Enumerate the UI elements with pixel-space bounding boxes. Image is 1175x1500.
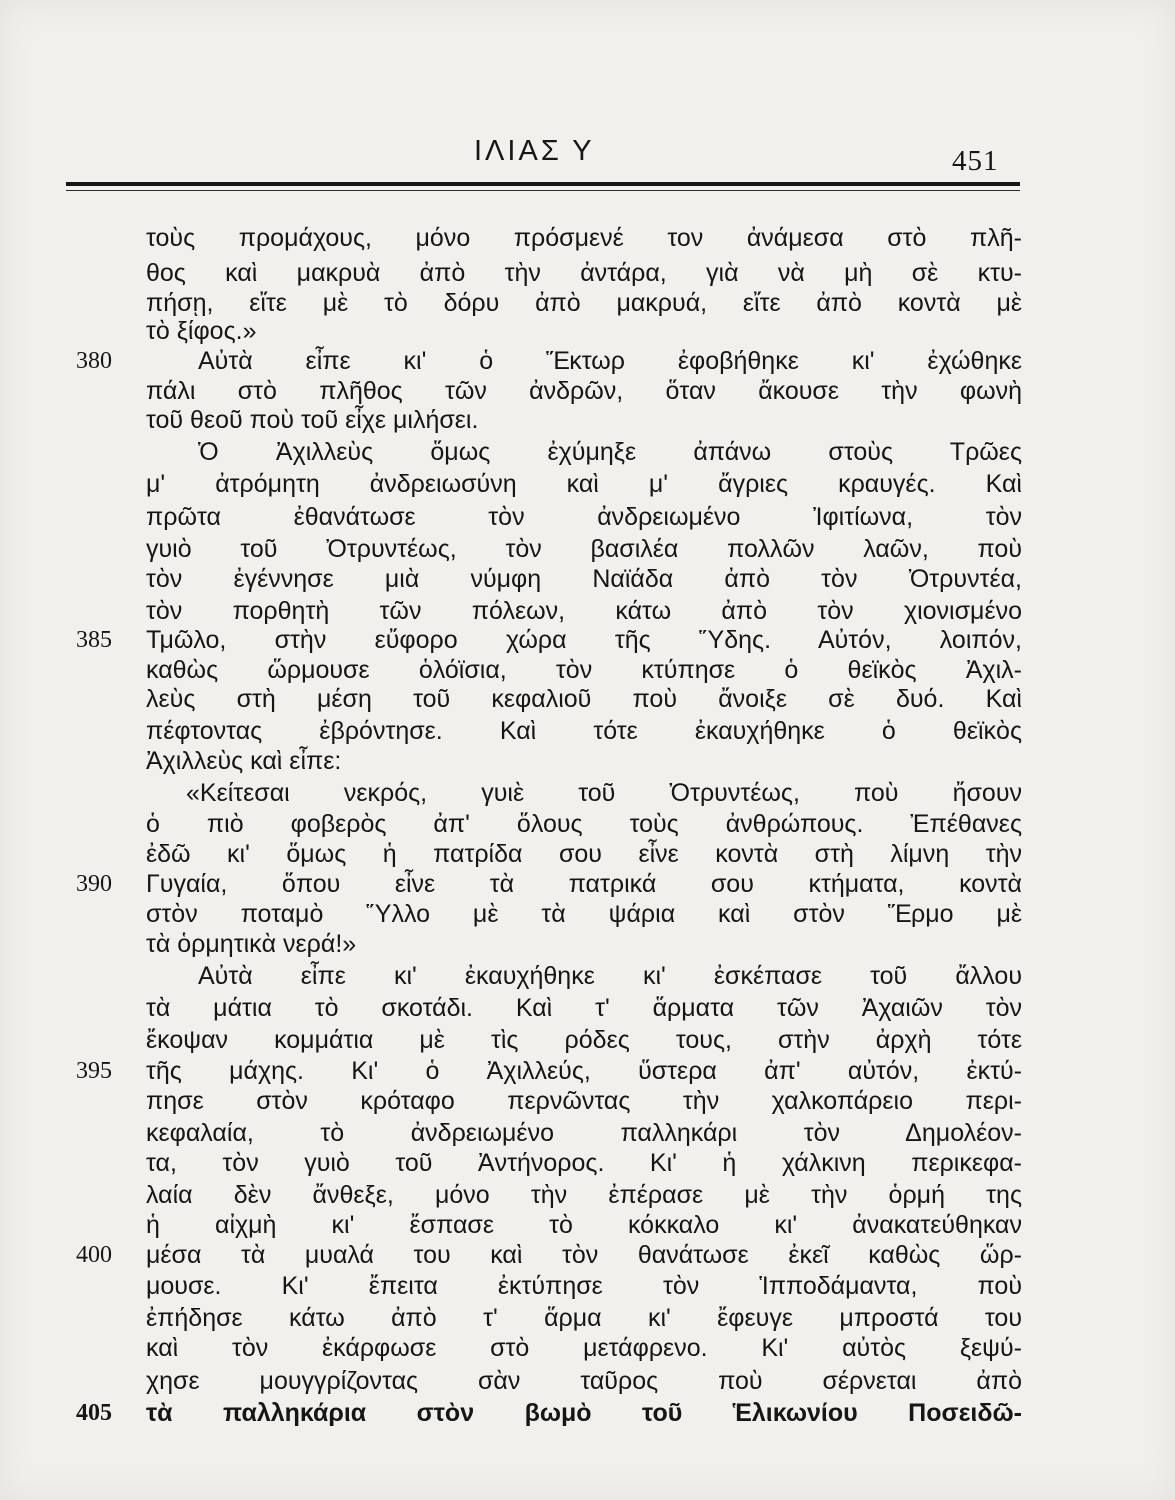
text-line: πησε στὸν κρόταφο περνῶντας τὴν χαλκοπάρειο περι-	[146, 1087, 1022, 1115]
text-line: ἐδῶ κι' ὅμως ἡ πατρίδα σου εἶνε κοντὰ στὴ λίμνη τὴν	[146, 840, 1022, 868]
line-number: 380	[76, 348, 112, 374]
line-number: 395	[76, 1058, 112, 1084]
text-line: ἔκοψαν κομμάτια μὲ τὶς ρόδες τους, στὴν ἀρχὴ τότε	[146, 1026, 1022, 1054]
text-line: τοῦ θεοῦ ποὺ τοῦ εἶχε μιλήσει.	[146, 406, 479, 434]
text-line: μέσα τὰ μυαλά του καὶ τὸν θανάτωσε ἐκεῖ καθὼς ὥρ-	[146, 1241, 1022, 1269]
text-line: πρῶτα ἐθανάτωσε τὸν ἀνδρειωμένο Ἰφιτίωνα, τὸν	[146, 503, 1022, 531]
text-line: «Κείτεσαι νεκρός, γυιὲ τοῦ Ὀτρυντέως, ποὺ ἤσουν	[186, 779, 1022, 807]
text-line: κεφαλαία, τὸ ἀνδρειωμένο παλληκάρι τὸν Δημολέον-	[146, 1119, 1022, 1147]
text-line: πήσῃ, εἴτε μὲ τὸ δόρυ ἀπὸ μακρυά, εἴτε ἀπὸ κοντὰ μὲ	[146, 289, 1022, 317]
text-line: τὸ ξίφος.»	[146, 317, 257, 345]
text-line: θος καὶ μακρυὰ ἀπὸ τὴν ἀντάρα, γιὰ νὰ μὴ σὲ κτυ-	[146, 259, 1022, 287]
line-number: 385	[76, 627, 112, 653]
text-line: μ' ἀτρόμητη ἀνδρειωσύνη καὶ μ' ἄγριες κραυγές. Καὶ	[146, 470, 1022, 498]
text-line: Αὐτὰ εἶπε κι' ἐκαυχήθηκε κι' ἐσκέπασε τοῦ ἄλλου	[198, 962, 1022, 990]
text-line: λαία δὲν ἄνθεξε, μόνο τὴν ἐπέρασε μὲ τὴν ὁρμή της	[146, 1181, 1022, 1209]
text-line: ἐπήδησε κάτω ἀπὸ τ' ἅρμα κι' ἔφευγε μπροστά του	[146, 1304, 1022, 1332]
line-number: 405	[76, 1400, 112, 1426]
text-line: στὸν ποταμὸ Ὕλλο μὲ τὰ ψάρια καὶ στὸν Ἕρμο μὲ	[146, 900, 1022, 928]
text-line: πάλι στὸ πλῆθος τῶν ἀνδρῶν, ὅταν ἄκουσε τὴν φωνὴ	[146, 377, 1022, 405]
text-line: τὰ παλληκάρια στὸν βωμὸ τοῦ Ἑλικωνίου Ποσειδῶ-	[146, 1399, 1022, 1427]
text-line: τα, τὸν γυιὸ τοῦ Ἀντήνορος. Κι' ἡ χάλκινη περικεφα-	[146, 1149, 1022, 1177]
text-line: ὁ πιὸ φοβερὸς ἀπ' ὅλους τοὺς ἀνθρώπους. Ἐπέθανες	[146, 810, 1022, 838]
text-line: γυιὸ τοῦ Ὀτρυντέως, τὸν βασιλέα πολλῶν λαῶν, ποὺ	[146, 535, 1022, 563]
text-line: καὶ τὸν ἐκάρφωσε στὸ μετάφρενο. Κι' αὐτὸς ξεψύ-	[146, 1334, 1022, 1362]
text-line: καθὼς ὥρμουσε ὁλόϊσια, τὸν κτύπησε ὁ θεϊκὸς Ἀχιλ-	[146, 656, 1022, 684]
text-line: τὰ ὁρμητικὰ νερά!»	[146, 930, 357, 958]
text-line: Ἀχιλλεὺς καὶ εἶπε:	[146, 747, 342, 775]
text-line: Αὐτὰ εἶπε κι' ὁ Ἕκτωρ ἐφοβήθηκε κι' ἐχώθηκε	[198, 347, 1022, 375]
text-line: Γυγαία, ὅπου εἶνε τὰ πατρικά σου κτήματα, κοντὰ	[146, 870, 1022, 898]
text-line: ἡ αἰχμὴ κι' ἔσπασε τὸ κόκκαλο κι' ἀνακατεύθηκαν	[146, 1211, 1022, 1239]
running-title: ΙΛΙΑΣ Υ	[474, 135, 595, 167]
header-rule	[66, 182, 1020, 186]
line-number: 400	[76, 1242, 112, 1268]
page-number: 451	[952, 145, 999, 177]
line-number: 390	[76, 871, 112, 897]
text-line: τὸν πορθητὴ τῶν πόλεων, κάτω ἀπὸ τὸν χιονισμένο	[146, 597, 1022, 625]
text-line: Ὁ Ἀχιλλεὺς ὅμως ἐχύμηξε ἀπάνω στοὺς Τρῶες	[198, 438, 1022, 466]
text-line: μουσε. Κι' ἔπειτα ἐκτύπησε τὸν Ἱπποδάμαντα, ποὺ	[146, 1272, 1022, 1300]
text-line: τῆς μάχης. Κι' ὁ Ἀχιλλεύς, ὕστερα ἀπ' αὐτόν, ἐκτύ-	[146, 1057, 1022, 1085]
text-line: Τμῶλο, στὴν εὔφορο χώρα τῆς Ὕδης. Αὐτόν, λοιπόν,	[146, 626, 1022, 654]
header-rule-thin	[66, 190, 1020, 191]
text-line: χησε μουγγρίζοντας σὰν ταῦρος ποὺ σέρνεται ἀπὸ	[146, 1367, 1022, 1395]
text-line: τὰ μάτια τὸ σκοτάδι. Καὶ τ' ἅρματα τῶν Ἀχαιῶν τὸν	[146, 994, 1022, 1022]
text-line: τὸν ἐγέννησε μιὰ νύμφη Ναϊάδα ἀπὸ τὸν Ὀτρυντέα,	[146, 565, 1022, 593]
text-line: τοὺς προμάχους, μόνο πρόσμενέ τον ἀνάμεσα στὸ πλῆ-	[146, 224, 1022, 252]
text-line: πέφτοντας ἐβρόντησε. Καὶ τότε ἐκαυχήθηκε ὁ θεϊκὸς	[146, 717, 1022, 745]
text-line: λεὺς στὴ μέση τοῦ κεφαλιοῦ ποὺ ἄνοιξε σὲ δυό. Καὶ	[146, 685, 1022, 713]
